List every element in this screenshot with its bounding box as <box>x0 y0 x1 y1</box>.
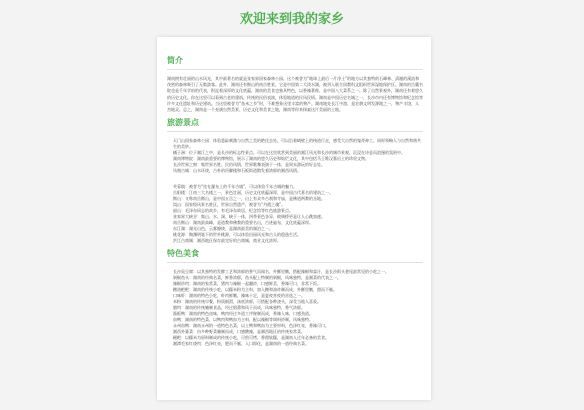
list-item: 永州血鸭：湖南永州的一道特色名菜，以土鸭和鸭血为主要材料，色泽红亮，香辣可口。 <box>173 323 329 329</box>
content-panel <box>157 37 431 400</box>
list-item: 剁椒鱼头：湖南的经典名菜，鲜香浓郁，鱼头配上特制的剁椒，风味独特，是湘菜的代表之一。 <box>173 275 341 281</box>
list-item: 岳阳楼：江南三大名楼之一，景色壮丽，历史文化底蕴深厚，是中国古代著名的建筑之一。 <box>173 190 333 196</box>
list-item: 糖油粑粑：湖南的传统小吃，以糯米粉为主料，加入糖和油炸制而成，外酥里嫩，甜而不腻。 <box>173 287 337 293</box>
attractions-list-1 <box>167 138 423 174</box>
list-item: 湘潭毛家红烧肉：色泽红亮，肥而不腻，入口即化，是湖南的一道经典名菜。 <box>173 341 309 347</box>
list-item: 天门山国家森林公园：体验悬险刺激与自然之美的绝佳去处。可以沿着峭壁上的栈道行走，感受大自然的鬼斧神工。同时领略人与自然和谐共生的美妙。 <box>173 138 421 150</box>
list-item: 凤凰古城：山水环绕，古朴的吊脚楼和石板街道散发着浓郁的湘西风情。 <box>173 168 301 174</box>
list-item: 张家界大峡谷：集山、水、洞、峡于一体，四季景色各异，玻璃桥更是让人心跳加速。 <box>173 214 325 220</box>
list-item: 血鸭：湖南的特色菜，以鸭肉和鸭血为主料，配以辣椒等调料炒制，风味独特。 <box>173 317 313 323</box>
list-item: 腊肉：湖南的传统腌制食品，经过烟熏和风干而成，风味独特，香气浓郁。 <box>173 305 305 311</box>
list-item: 长沙臭豆腐：以其独特的发酵工艺和浓郁的香气而闻名，外酥里嫩，搭配辣椒和蒜汁，是长沙街头巷尾最常见的小吃之一。 <box>173 269 389 275</box>
intro-text: 湖南拥有壮丽的山水风光，其中最著名的就是张家界国家森林公园。这个被誉为“地球上最后一片净土”的地方以其独特的石峰林、清澈的溪流和茂密的森林吸引了无数游客。此外，湖南还有衡山的南岳胜景，它是中国第二大淡水湖，被列入联合国教科文组织世界湿地保护区。湖南的岳麓书院也是千年学府的代表，积淀着深厚的文化底蕴。湖南的美食也独具特色，以香辣著称，是中国八大菜系之一。除了自然景观外，湖南还有着悠久的历史文化。你在这里可以看到古老的建筑、传统的民俗表演，体验地道的民风民情。湖南是中国历史名城之一，长沙市内还有博物馆和纪念馆等许多文化遗址和历史建筑。当这里被誉为“鱼米之乡”时，不难想象这里丰富的物产。湖南地处长江中游，是农耕文明发源地之一，物产丰饶，人杰地灵。总之，湖南是一个充满自然美景、历史文化和美食之地，湖南等你来探索这片美丽的土地。 <box>167 76 423 113</box>
list-item: 洪江古商城：湘西地区保存最完好的古商城，商业文化浓厚。 <box>173 238 281 244</box>
list-item: 桃花源：陶渊明笔下的世外桃源，可以体验田园风光和古人的隐逸生活。 <box>173 232 301 238</box>
list-item: 口味虾：湖南的特色小吃，虾肉鲜嫩，辣味十足，是夏夜宵夜的首选之一。 <box>173 293 305 299</box>
list-item: 南岳衡山：湖南最高峰，是道教和佛教的重要名山，古迹遍布，文化底蕴深厚。 <box>173 220 313 226</box>
list-item: 韶山：毛泽东同志的故乡，有毛泽东故居、纪念馆等红色旅游景点。 <box>173 208 293 214</box>
list-item: 糍粑：以糯米为原料制成的传统小吃，可煎可烤，香甜软糯，是湖南人过年必备的美食。 <box>173 335 329 341</box>
list-item: 酱板鸭：湖南的特色卤味，鸭肉经过多道工序秘制而成，香辣入味，口感劲道。 <box>173 311 313 317</box>
list-item: 东江湖：湖光山色，云雾缭绕，是湖南最美的湖泊之一。 <box>173 226 273 232</box>
list-item: 辣椒炒肉：湖南的家常菜，猪肉与辣椒一起翻炒，口感鲜美，香辣可口，非常下饭。 <box>173 281 321 287</box>
attractions-heading: 旅游景点 <box>167 117 423 132</box>
food-heading: 特色美食 <box>167 248 423 263</box>
page-title: 欢迎来到我的家乡 <box>239 12 344 27</box>
list-item: 衡山：又称南岳衡山，是中国五岳之一，山上有众多古刹和寺庙，是佛道两教的圣地。 <box>173 196 325 202</box>
list-item: 米粉：湖南的传统早餐，粉质细滑，汤底浓郁，可搭配各种浇头，深受当地人喜爱。 <box>173 299 321 305</box>
food-list <box>167 269 423 347</box>
list-item: 芙蓉镇：被誉为“挂在瀑布上的千年古镇”，可以体验千年古城的魅力。 <box>173 184 298 190</box>
intro-heading: 简介 <box>167 55 423 70</box>
list-item: 橘子洲：位于湘江之中，是长沙的标志性景点。可以在这里欣赏到美丽的湘江风光和长沙的城市景观，沉浸在诗意而浪漫的氛围中。 <box>173 150 405 156</box>
list-item: 湖南博物院：湖南最重要的博物馆，展示了湖南的悠久历史和灿烂文化，其中包括马王堆汉墓出土的珍贵文物。 <box>173 156 369 162</box>
list-item: 崀山：国家级风景名胜区，世界自然遗产，被誉为“丹霞之魂”。 <box>173 202 286 208</box>
list-item: 湘西外婆菜：由多种野菜腌制而成，口感酸辣，是湘西地区的传统家常菜。 <box>173 329 305 335</box>
list-item: 长沙世界之窗：集世界名胜、民俗风情、世界歌舞表演于一体，是周末游玩的好去处。 <box>173 162 325 168</box>
attractions-list-2 <box>167 184 423 244</box>
